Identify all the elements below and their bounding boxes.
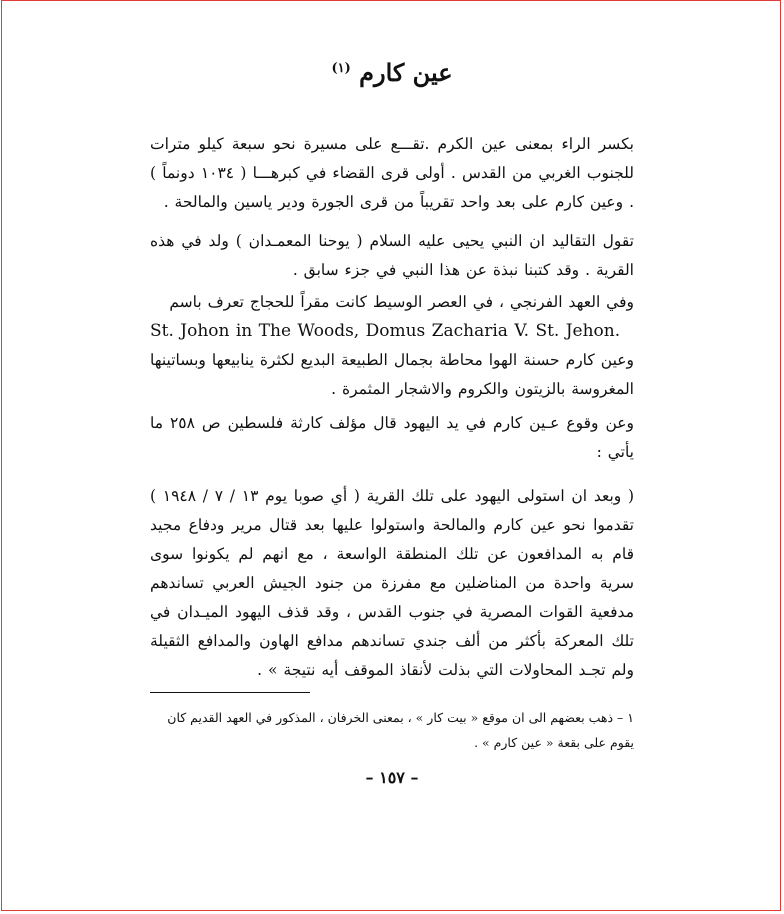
paragraph-nature: وعين كارم حسنة الهوا محاطة بجمال الطبيعة البديع لكثرة ينابيعها وبساتينها المغروسة بالزيتون والكروم والاشجار المثمرة . [150, 351, 634, 398]
footnote-separator [150, 692, 310, 693]
title-footnote-marker: (١) [331, 61, 351, 76]
paragraph-tradition: تقول التقاليد ان النبي يحيى عليه السلام ( يوحنا المعمـدان ) ولد في هذه القرية . وقد كتبنا نبذة عن هذا النبي في جزء سابق . [150, 232, 634, 279]
paragraph-crusader: وفي العهد الفرنجي ، في العصر الوسيط كانت مقراً للحجاج تعرف باسم [169, 293, 634, 311]
page-number: – ١٥٧ – [365, 768, 419, 787]
paragraph-occupation-intro: وعن وقوع عـين كارم في يد اليهود قال مؤلف كارثة فلسطين ص ٢٥٨ ما يأتي : [150, 414, 635, 461]
paragraph-latin-names: St. Johon in The Woods, Domus Zacharia V. St. Jehon. [150, 321, 621, 341]
book-page [150, 0, 634, 914]
footnote: ١ – ذهب بعضهم الى ان موقع « بيت كار » ، بمعنى الخرفان ، المذكور في العهد القديم كان يقوم على بقعة « عين كارم » . [167, 710, 634, 750]
page-title [150, 58, 634, 87]
title-text: عين كارم [359, 58, 453, 87]
paragraph-location: بكسر الراء بمعنى عين الكرم .تقـــع على مسيرة نحو سبعة كيلو مترات للجنوب الغربي من القدس . أولى قرى القضاء في كبرهـــا ( ١٠٣٤ دونماً ) . وعين كارم على بعد واحد تقريباً من قرى الجورة ودير ياسين والمالحة . [150, 135, 634, 211]
paragraph-quotation: ( وبعد ان استولى اليهود على تلك القرية ( أي صوبا يوم ١٣ / ٧ / ١٩٤٨ ) تقدموا نحو عين كارم والمالحة واستولوا عليها بعد قتال مرير ودفاع مجيد قام به المدافعون عن تلك المنطقة الواسعة ، مع انهم لم يكونوا سوى سرية واحدة من المناضلين مع مفرزة من جنود الجيش العربي تساندهم مدفعية القوات المصرية في جنوب القدس ، وقد قذف اليهود الميـدان في تلك المعركة بأكثر من ألف جندي تساندهم مدافع الهاون والمدافع الثقيلة ولم تجـد المحاولات التي بذلت لأنقاذ الموقف أيه نتيجة » . [150, 487, 635, 679]
